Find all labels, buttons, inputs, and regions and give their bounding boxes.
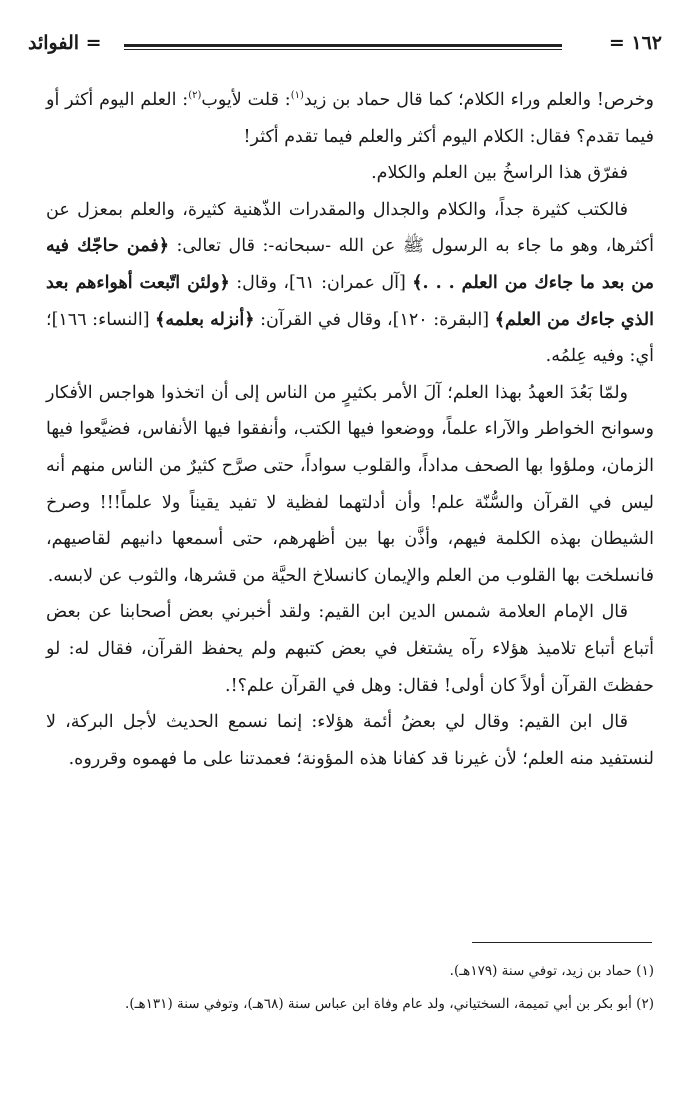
quran-quote-2: ﴿ولئن اتّبعت أهواءهم بعد الذي جاءك من العلم﴾ <box>46 272 654 330</box>
footnote-ref-1[interactable]: (١) <box>290 90 304 102</box>
page-number: ١٦٢ = <box>608 32 662 54</box>
p1-text-b: : قلت لأيوب <box>201 90 291 110</box>
paragraph-4: ولمّا بَعُدَ العهدُ بهذا العلم؛ آلَ الأمر بكثيرٍ من الناس إلى أن اتخذوا هواجس الأفكار وسوانح الخواطر والآراء علماً، ووضعوا فيها الكتب، وأنفقوا فيها الأنفاس، فضيَّعوا فيها الزمان، وملؤوا بها الصحف مداداً، والقلوب سواداً، حتى صرَّح كثيرٌ من الناس منهم أنه ليس في القرآن والسُّنّة علم! وأن أدلتهما لفظية لا تفيد يقيناً ولا علماً!!! وصرخ الشيطان بهذه الكلمة فيهم، وأذَّن بها بين أظهرهم، حتى أسمعها دانيهم لقاصيهم، فانسلخت بها القلوب من العلم والإيمان كانسلاخ الحيَّة من قشرها، والثوب عن لابسه. <box>46 382 654 586</box>
body-text <box>46 82 654 777</box>
book-title: = الفوائد <box>28 32 102 54</box>
header-rule <box>124 44 562 50</box>
footnote-ref-2[interactable]: (٢) <box>188 90 202 102</box>
p3-text-b: [آل عمران: ٦١]، وقال: <box>229 272 413 293</box>
paragraph-2: ففرّق هذا الراسخُ بين العلم والكلام. <box>371 163 628 184</box>
footnote-2: (٢) أبو بكر بن أبي تميمة، السختياني، ولد عام وفاة ابن عباس سنة (٦٨هـ)، وتوفي سنة (١٣١هـ). <box>125 996 654 1012</box>
footnote-1: (١) حماد بن زيد، توفي سنة (١٧٩هـ). <box>449 963 654 979</box>
quran-quote-1: ﴿فمن حاجّك فيه من بعد ما جاءك من العلم . . .﴾ <box>46 236 654 293</box>
paragraph-6: قال ابن القيم: وقال لي بعضُ أئمة هؤلاء: إنما نسمع الحديث لأجل البركة، لا لنستفيد منه العلم؛ لأن غيرنا قد كفانا هذه المؤونة؛ فعمدتنا على ما فهموه وقرروه. <box>46 712 654 769</box>
footnote-separator <box>472 942 652 943</box>
p3-text-d: [النساء: ١٦٦]؛ أي: وفيه عِلمُه. <box>46 309 654 367</box>
p1-text-a: وخرص! والعلم وراء الكلام؛ كما قال حماد بن زيد <box>303 90 654 110</box>
footnotes <box>46 958 654 1024</box>
p3-text-a: فالكتب كثيرة جداً، والكلام والجدال والمقدرات الذّهنية كثيرة، والعلم بمعزل عن أكثرها، وهو ما جاء به الرسول ﷺ عن الله -سبحانه-: قال تعالى: <box>46 199 654 257</box>
quran-quote-3: ﴿أنزله بعلمه﴾ <box>155 309 255 330</box>
paragraph-5: قال الإمام العلامة شمس الدين ابن القيم: ولقد أخبرني بعض أصحابنا عن بعض أتباع أتباع تلاميذ هؤلاء رآه يشتغل في بعض كتبهم ولم يحفظ القرآن، فقال له: لو حفظتَ القرآن أولاً كان أولى! فقال: وهل في القرآن علم؟!. <box>46 602 654 696</box>
p1-text-c: : العلم اليوم أكثر أو فيما تقدم؟ فقال: الكلام اليوم أكثر والعلم فيما تقدم أكثر! <box>46 90 654 147</box>
p3-text-c: [البقرة: ١٢٠]، وقال في القرآن: <box>254 309 495 330</box>
paragraph-1 <box>46 82 654 155</box>
running-header <box>28 32 662 60</box>
paragraph-3 <box>46 192 654 375</box>
